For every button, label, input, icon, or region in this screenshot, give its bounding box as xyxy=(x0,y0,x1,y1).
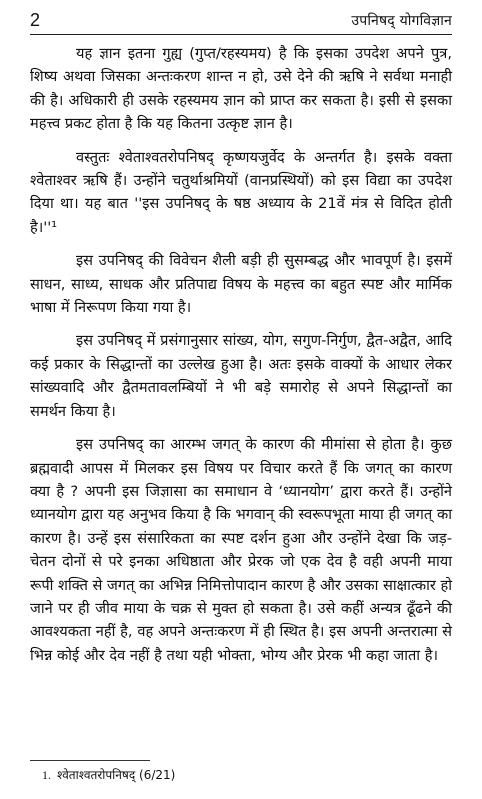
footnote-text: श्वेताश्वतरोपनिषद् (6/21) xyxy=(57,768,176,782)
running-head: उपनिषद् योगविज्ञान xyxy=(351,13,452,29)
footnote-divider xyxy=(30,760,150,761)
footnote xyxy=(42,766,175,783)
paragraph: इस उपनिषद् का आरम्भ जगत् के कारण की मीमांसा से होता है। कुछ ब्रह्मवादी आपस में मिलकर इस विषय पर विचार करते हैं कि जगत् का कारण क्या है ? अपनी इस जिज्ञासा का समाधान वे ‘ध्यानयोग’ द्वारा करते हैं। उन्होंने ध्यानयोग द्वारा यह अनुभव किया है कि भगवान् की स्वरूपभूता माया ही जगत् का कारण है। उन्हें इस संसारिकता का स्पष्ट दर्शन हुआ और उन्होंने देखा कि जड़-चेतन दोनों से परे इनका अधिष्ठाता और प्रेरक जो एक देव है वही अपनी माया रूपी शक्ति से जगत् का अभिन्न निमित्तोपादान कारण है और उसका साक्षात्कार हो जाने पर ही जीव माया के चक्र से मुक्त हो सकता है। उसे कहीं अन्यत्र ढूँढने की आवश्यकता नहीं है, वह अपने अन्तःकरण में ही स्थित है। इस अपनी अन्तरात्मा से भिन्न कोई और देव नहीं है तथा यही भोक्ता, भोग्य और प्रेरक भी कहा जाता है। xyxy=(30,436,452,664)
page-header xyxy=(30,8,452,35)
paragraph: यह ज्ञान इतना गुह्य (गुप्त/रहस्यमय) है कि इसका उपदेश अपने पुत्र, शिष्य अथवा जिसका अन्तःकरण शान्त न हो, उसे देने की ऋषि ने सर्वथा मनाही की है। अधिकारी ही उसके रहस्यमय ज्ञान को प्राप्त कर सकता है। इसी से इसका महत्त्व प्रकट होता है कि यह कितना उत्कृष्ट ज्ञान है। xyxy=(30,45,452,133)
paragraph: इस उपनिषद् में प्रसंगानुसार सांख्य, योग, सगुण-निर्गुण, द्वैत-अद्वैत, आदि कई प्रकार के सिद्धान्तों का उल्लेख हुआ है। अतः इसके वाक्यों के आधार लेकर सांख्यवादि और द्वैतमतावलम्बियों ने भी बड़े समारोह से अपने सिद्धान्तों का समर्थन किया है। xyxy=(30,332,452,420)
footnote-number: 1. xyxy=(42,768,51,782)
body-text xyxy=(30,42,452,677)
page-number: 2 xyxy=(30,10,41,30)
paragraph: वस्तुतः श्वेताश्वतरोपनिषद् कृष्णयजुर्वेद के अन्तर्गत है। इसके वक्ता श्वेताश्वर ऋषि हैं। उन्होंने चतुर्थाश्रमियों (वानप्रस्थियों) को इस विद्या का उपदेश दिया था। यह बात ''इस उपनिषद् के षष्ठ अध्याय के 21वें मंत्र से विदित होती है।''¹ xyxy=(30,148,452,236)
paragraph: इस उपनिषद् की विवेचन शैली बड़ी ही सुसम्बद्ध और भावपूर्ण है। इसमें साधन, साध्य, साधक और प्रतिपाद्य विषय के महत्त्व का बहुत स्पष्ट और मार्मिक भाषा में निरूपण किया गया है। xyxy=(30,252,452,317)
